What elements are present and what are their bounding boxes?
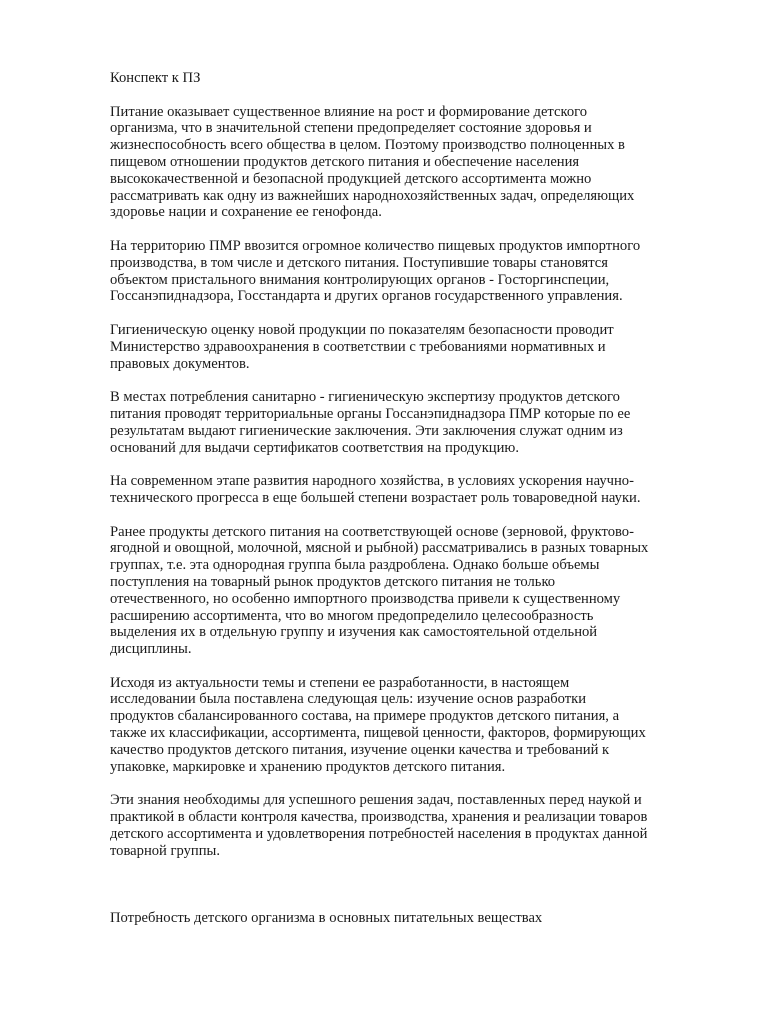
paragraph-knowledge-needed: Эти знания необходимы для успешного решения задач, поставленных перед наукой и практикой в области контроля качества, производства, хранения и реализации товаров детского ассортимента и удовлетворения потребностей населения в продуктах данной товарной группы. — [110, 792, 648, 859]
document-page — [110, 70, 690, 943]
paragraph-product-groups: Ранее продукты детского питания на соответствующей основе (зерновой, фруктово- ягодной и овощной, молочной, мясной и рыбной) рассматривались в разных товарных группах, т.е. эта однородная группа была раздроблена. Однако больше объемы поступления на товарный рынок продуктов детского питания не только отечественного, но особенно импортного производства привели к существенному расширению ассортимента, что во многом предопределило целесообразность выделения их в отдельную группу и изучения как самостоятельной отдельной дисциплины. — [110, 523, 649, 658]
document-title: Конспект к ПЗ — [110, 70, 201, 86]
paragraph-sanitary-expertise: В местах потребления санитарно - гигиеническую экспертизу продуктов детского питания проводят территориальные органы Госсанэпиднадзора ПМР которые по ее результатам выдают гигиенические заключения. Эти заключения служат одним из оснований для выдачи сертификатов соответствия на продукцию. — [110, 389, 631, 456]
paragraph-modern-stage: На современном этапе развития народного хозяйства, в условиях ускорения научно- технического прогресса в еще большей степени возрастает роль товароведной науки. — [110, 473, 641, 506]
section-heading: Потребность детского организма в основных питательных веществах — [110, 909, 543, 926]
paragraph-hygiene-assessment: Гигиеническую оценку новой продукции по показателям безопасности проводит Министерство здравоохранения в соответствии с требованиями нормативных и правовых документов. — [110, 321, 614, 372]
paragraph-nutrition-influence: Питание оказывает существенное влияние на рост и формирование детского организма, что в значительной степени предопределяет состояние здоровья и жизнеспособность всего общества в целом. Поэтому производство полноценных в пищевом отношении продуктов детского питания и обеспечение населения высококачественной и безопасной продукцией детского ассортимента можно рассматривать как одну из важнейших народнохозяйственных задач, определяющих здоровье нации и сохранение ее генофонда. — [110, 103, 635, 221]
paragraph-imports: На территорию ПМР ввозится огромное количество пищевых продуктов импортного производства, в том числе и детского питания. Поступившие товары становятся объектом пристального внимания контролирующих органов - Госторгинспеции, Госсанэпиднадзора, Госстандарта и других органов государственного управления. — [110, 237, 641, 305]
paragraph-research-goal: Исходя из актуальности темы и степени ее разработанности, в настоящем исследовании была поставлена следующая цель: изучение основ разработки продуктов сбалансированного состава, на примере продуктов детского питания, а также их классификации, ассортимента, пищевой ценности, факторов, формирующих качество продуктов детского питания, изучение оценки качества и требований к упаковке, маркировке и хранению продуктов детского питания. — [110, 674, 646, 775]
